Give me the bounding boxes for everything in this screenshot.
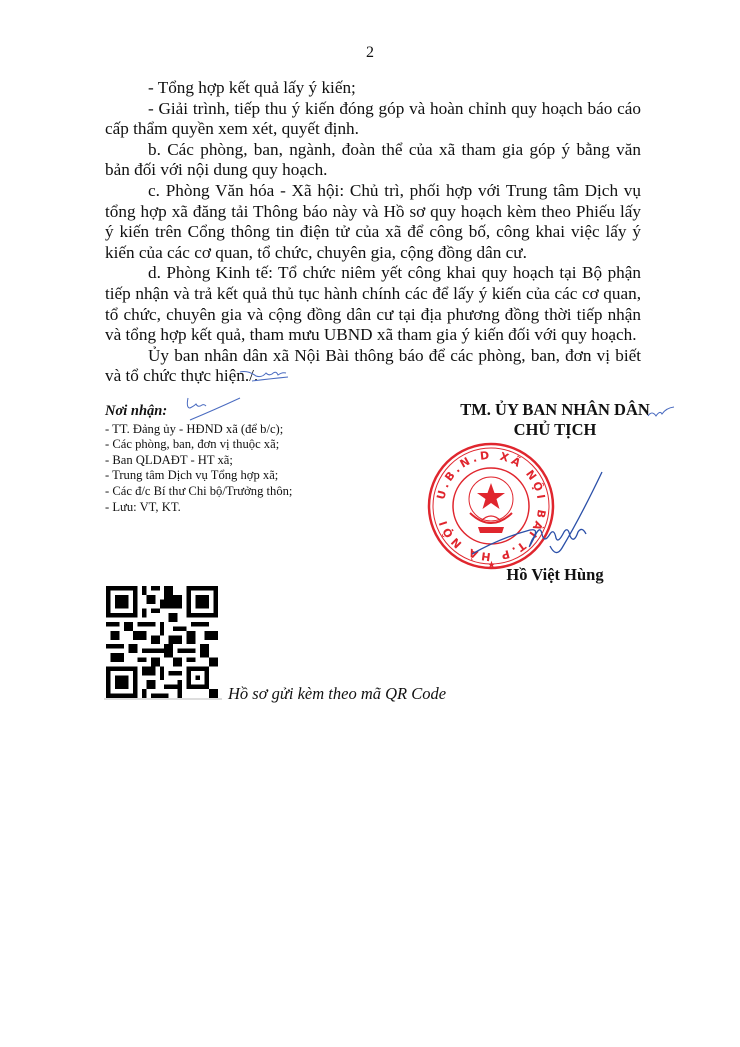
paragraph-c: c. Phòng Văn hóa - Xã hội: Chủ trì, phối hợp với Trung tâm Dịch vụ tổng hợp xã đăng tải Thông báo này và Hồ sơ quy hoạch kèm theo Phiếu lấy ý kiến trên Cổng thông tin điện tử của xã để công bố, công khai việc lấy ý kiến của các cơ quan, tổ chức, chuyên gia, cộng đồng dân cư. xyxy=(105,180,641,262)
paragraph-closing: Ủy ban nhân dân xã Nội Bài thông báo để các phòng, ban, đơn vị biết và tổ chức thực hiện./. xyxy=(105,345,641,386)
recipient-item: - TT. Đảng ủy - HĐND xã (để b/c); xyxy=(105,421,284,436)
recipient-item: - Ban QLDAĐT - HT xã; xyxy=(105,452,233,467)
recipient-item: - Các phòng, ban, đơn vị thuộc xã; xyxy=(105,437,280,452)
document-body xyxy=(105,78,641,387)
svg-text:★: ★ xyxy=(487,560,496,571)
qr-code-icon[interactable] xyxy=(106,586,218,698)
initial-flourish-icon xyxy=(238,364,298,384)
paragraph-d: d. Phòng Kinh tế: Tổ chức niêm yết công khai quy hoạch tại Bộ phận tiếp nhận và trả kết quả thủ tục hành chính các để lấy ý kiến của các cơ quan, tổ chức, chuyên gia và cộng đồng dân cư tại địa phương đồng thời tiếp nhận và tổng hợp kết quả, tham mưu UBND xã tham gia ý kiến đối với quy hoạch. xyxy=(105,263,641,345)
signer-name: Hồ Việt Hùng xyxy=(506,565,604,584)
qr-underline xyxy=(104,698,222,700)
paragraph-b: b. Các phòng, ban, ngành, đoàn thể của xã tham gia góp ý bằng văn bản đối với nội dung quy hoạch. xyxy=(105,139,641,180)
signer-block xyxy=(420,400,690,440)
signer-position: CHỦ TỊCH xyxy=(513,420,597,439)
signer-title: TM. ỦY BAN NHÂN DÂN xyxy=(460,400,650,419)
paragraph-summary: - Tổng hợp kết quả lấy ý kiến; xyxy=(148,78,356,97)
recipients-heading: Nơi nhận: xyxy=(105,403,168,419)
recipient-item: - Các đ/c Bí thư Chi bộ/Trưởng thôn; xyxy=(105,483,293,498)
svg-text:U.B.N.D XÃ NỘI BÀI T.P HÀ NỘI: U.B.N.D XÃ NỘI BÀI T.P HÀ NỘI xyxy=(434,448,549,564)
recipient-item: - Lưu: VT, KT. xyxy=(105,499,181,514)
signature-icon xyxy=(470,468,610,568)
qr-caption: Hồ sơ gửi kèm theo mã QR Code xyxy=(228,684,447,703)
recipients-block xyxy=(105,404,395,515)
paragraph-explanation: - Giải trình, tiếp thu ý kiến đóng góp và hoàn chỉnh quy hoạch báo cáo cấp thẩm quyền xem xét, quyết định. xyxy=(105,98,641,139)
recipient-item: - Trung tâm Dịch vụ Tổng hợp xã; xyxy=(105,468,279,483)
page-number: 2 xyxy=(366,44,374,61)
